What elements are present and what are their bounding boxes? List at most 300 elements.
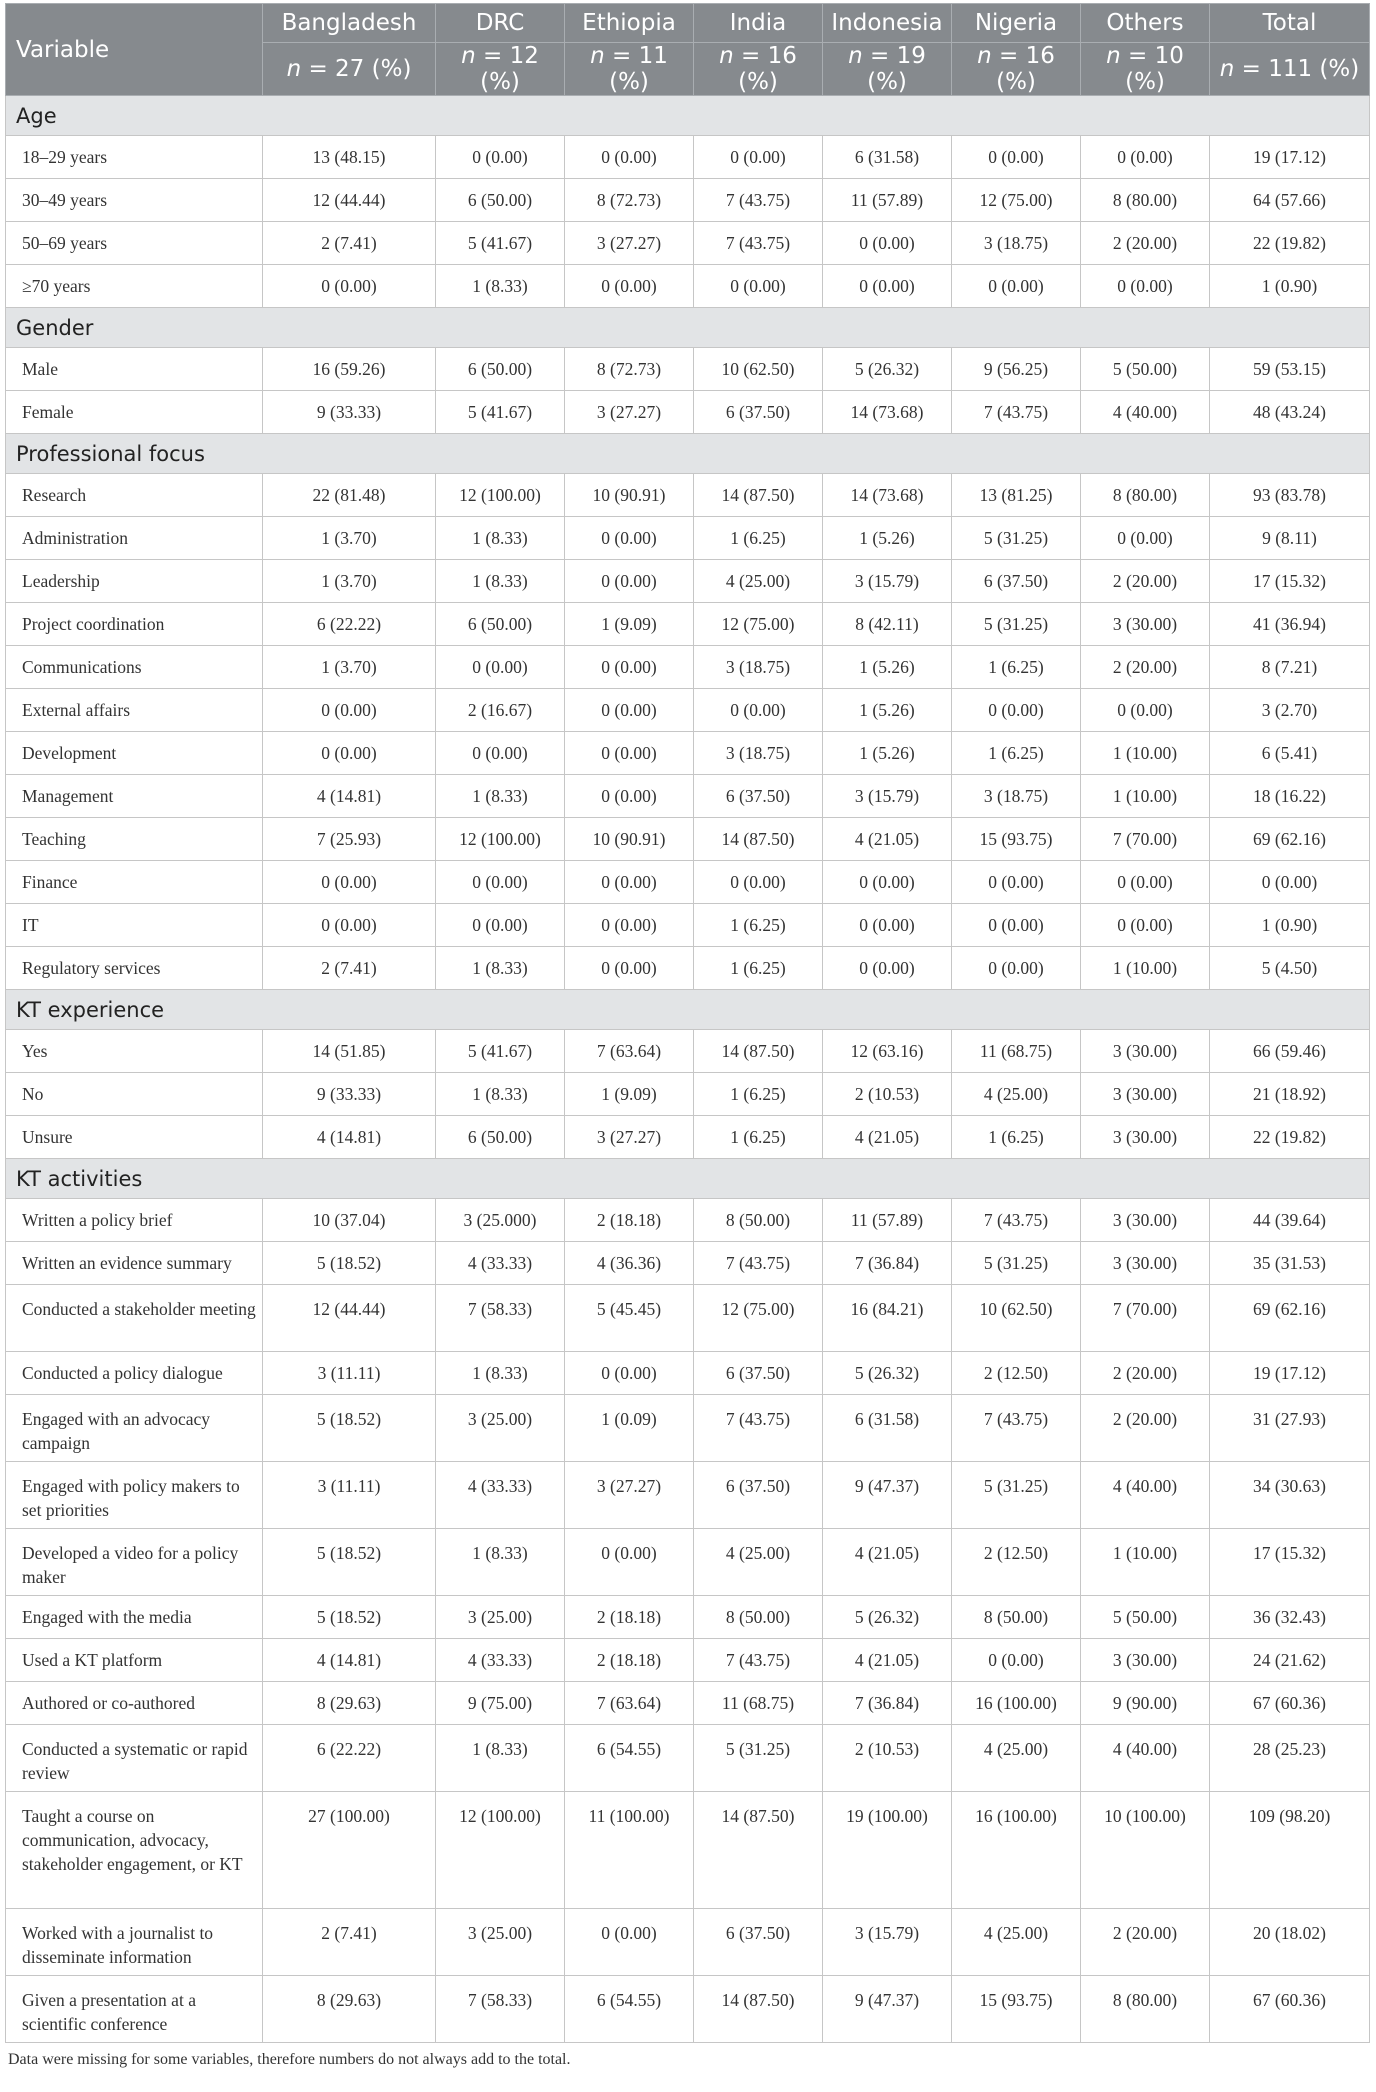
header-row — [6, 4, 1370, 43]
cell-value: 6 (22.22) — [263, 603, 436, 646]
cell-value: 15 (93.75) — [952, 818, 1081, 861]
cell-value: 4 (33.33) — [436, 1462, 565, 1529]
cell-value: 8 (50.00) — [952, 1596, 1081, 1639]
cell-value: 4 (25.00) — [952, 1909, 1081, 1976]
cell-value: 0 (0.00) — [1081, 861, 1210, 904]
cell-value: 21 (18.92) — [1210, 1073, 1370, 1116]
cell-value: 3 (18.75) — [952, 222, 1081, 265]
cell-value: 4 (14.81) — [263, 775, 436, 818]
cell-value: 6 (22.22) — [263, 1725, 436, 1792]
cell-value: 7 (43.75) — [694, 179, 823, 222]
cell-value: 1 (8.33) — [436, 517, 565, 560]
cell-value: 17 (15.32) — [1210, 560, 1370, 603]
cell-value: 0 (0.00) — [952, 265, 1081, 308]
section-row — [6, 1159, 1370, 1199]
table-header — [6, 4, 1370, 96]
cell-value: 4 (25.00) — [952, 1073, 1081, 1116]
cell-value: 14 (87.50) — [694, 1976, 823, 2043]
header-nigeria: Nigeria — [952, 4, 1081, 43]
cell-value: 67 (60.36) — [1210, 1976, 1370, 2043]
cell-value: 4 (40.00) — [1081, 1725, 1210, 1792]
cell-value: 14 (73.68) — [823, 474, 952, 517]
cell-value: 19 (100.00) — [823, 1792, 952, 1909]
cell-value: 36 (32.43) — [1210, 1596, 1370, 1639]
cell-value: 7 (63.64) — [565, 1682, 694, 1725]
cell-value: 1 (6.25) — [694, 904, 823, 947]
cell-value: 11 (57.89) — [823, 1199, 952, 1242]
cell-value: 6 (5.41) — [1210, 732, 1370, 775]
cell-value: 7 (58.33) — [436, 1976, 565, 2043]
table-row — [6, 1030, 1370, 1073]
header-indonesia: Indonesia — [823, 4, 952, 43]
table-row — [6, 1395, 1370, 1462]
cell-value: 9 (8.11) — [1210, 517, 1370, 560]
row-label: Worked with a journalist to disseminate information — [6, 1909, 263, 1976]
cell-value: 2 (20.00) — [1081, 1395, 1210, 1462]
cell-value: 7 (43.75) — [952, 1199, 1081, 1242]
cell-value: 0 (0.00) — [436, 904, 565, 947]
cell-value: 13 (81.25) — [952, 474, 1081, 517]
cell-value: 12 (63.16) — [823, 1030, 952, 1073]
table-row — [6, 1792, 1370, 1909]
cell-value: 12 (75.00) — [952, 179, 1081, 222]
header-others: Others — [1081, 4, 1210, 43]
cell-value: 9 (33.33) — [263, 1073, 436, 1116]
cell-value: 2 (10.53) — [823, 1725, 952, 1792]
header-n-cell — [436, 43, 565, 96]
cell-value: 4 (14.81) — [263, 1116, 436, 1159]
cell-value: 6 (50.00) — [436, 1116, 565, 1159]
cell-value: 2 (7.41) — [263, 947, 436, 990]
cell-value: 3 (27.27) — [565, 1116, 694, 1159]
section-title: Gender — [6, 308, 1370, 348]
n-value: = 11 (%) — [609, 43, 668, 95]
cell-value: 5 (41.67) — [436, 1030, 565, 1073]
n-value: = 16 (%) — [738, 43, 797, 95]
cell-value: 16 (100.00) — [952, 1682, 1081, 1725]
cell-value: 44 (39.64) — [1210, 1199, 1370, 1242]
cell-value: 3 (15.79) — [823, 1909, 952, 1976]
cell-value: 6 (37.50) — [694, 1352, 823, 1395]
cell-value: 6 (37.50) — [694, 391, 823, 434]
cell-value: 0 (0.00) — [263, 904, 436, 947]
cell-value: 31 (27.93) — [1210, 1395, 1370, 1462]
section-title: KT experience — [6, 990, 1370, 1030]
header-total: Total — [1210, 4, 1370, 43]
section-row — [6, 96, 1370, 136]
row-label: IT — [6, 904, 263, 947]
cell-value: 5 (18.52) — [263, 1529, 436, 1596]
section-row — [6, 434, 1370, 474]
cell-value: 6 (50.00) — [436, 348, 565, 391]
table-row — [6, 1462, 1370, 1529]
cell-value: 35 (31.53) — [1210, 1242, 1370, 1285]
cell-value: 5 (18.52) — [263, 1242, 436, 1285]
n-value: = 10 (%) — [1125, 43, 1184, 95]
cell-value: 59 (53.15) — [1210, 348, 1370, 391]
cell-value: 5 (31.25) — [952, 1462, 1081, 1529]
table-row — [6, 861, 1370, 904]
table-row — [6, 904, 1370, 947]
cell-value: 0 (0.00) — [436, 732, 565, 775]
cell-value: 1 (0.90) — [1210, 904, 1370, 947]
cell-value: 4 (40.00) — [1081, 1462, 1210, 1529]
cell-value: 3 (30.00) — [1081, 1073, 1210, 1116]
row-label: Conducted a policy dialogue — [6, 1352, 263, 1395]
table-row — [6, 1242, 1370, 1285]
cell-value: 8 (50.00) — [694, 1199, 823, 1242]
cell-value: 5 (26.32) — [823, 1352, 952, 1395]
cell-value: 0 (0.00) — [263, 861, 436, 904]
cell-value: 0 (0.00) — [565, 136, 694, 179]
table-row — [6, 1909, 1370, 1976]
cell-value: 11 (57.89) — [823, 179, 952, 222]
cell-value: 1 (5.26) — [823, 732, 952, 775]
row-label: Engaged with an advocacy campaign — [6, 1395, 263, 1462]
cell-value: 6 (37.50) — [694, 1462, 823, 1529]
cell-value: 3 (11.11) — [263, 1462, 436, 1529]
table-row — [6, 136, 1370, 179]
table-row — [6, 222, 1370, 265]
row-label: Research — [6, 474, 263, 517]
row-label: Yes — [6, 1030, 263, 1073]
cell-value: 2 (7.41) — [263, 222, 436, 265]
cell-value: 0 (0.00) — [1210, 861, 1370, 904]
row-label: Finance — [6, 861, 263, 904]
cell-value: 8 (29.63) — [263, 1976, 436, 2043]
table-row — [6, 1725, 1370, 1792]
cell-value: 69 (62.16) — [1210, 1285, 1370, 1352]
cell-value: 0 (0.00) — [952, 904, 1081, 947]
row-label: No — [6, 1073, 263, 1116]
row-label: Management — [6, 775, 263, 818]
cell-value: 1 (6.25) — [694, 1116, 823, 1159]
cell-value: 5 (41.67) — [436, 391, 565, 434]
cell-value: 1 (9.09) — [565, 603, 694, 646]
cell-value: 4 (21.05) — [823, 1116, 952, 1159]
cell-value: 0 (0.00) — [952, 947, 1081, 990]
cell-value: 0 (0.00) — [694, 689, 823, 732]
cell-value: 0 (0.00) — [823, 861, 952, 904]
cell-value: 2 (10.53) — [823, 1073, 952, 1116]
cell-value: 5 (31.25) — [694, 1725, 823, 1792]
cell-value: 0 (0.00) — [952, 689, 1081, 732]
row-label: Conducted a systematic or rapid review — [6, 1725, 263, 1792]
cell-value: 6 (31.58) — [823, 136, 952, 179]
cell-value: 0 (0.00) — [565, 775, 694, 818]
cell-value: 7 (25.93) — [263, 818, 436, 861]
row-label: Engaged with the media — [6, 1596, 263, 1639]
table-row — [6, 1352, 1370, 1395]
cell-value: 3 (27.27) — [565, 222, 694, 265]
cell-value: 10 (90.91) — [565, 474, 694, 517]
cell-value: 48 (43.24) — [1210, 391, 1370, 434]
cell-value: 1 (6.25) — [952, 1116, 1081, 1159]
row-label: Conducted a stakeholder meeting — [6, 1285, 263, 1352]
n-symbol: n — [848, 43, 863, 69]
cell-value: 3 (11.11) — [263, 1352, 436, 1395]
cell-value: 0 (0.00) — [436, 136, 565, 179]
cell-value: 2 (18.18) — [565, 1199, 694, 1242]
cell-value: 3 (25.00) — [436, 1395, 565, 1462]
row-label: Development — [6, 732, 263, 775]
cell-value: 67 (60.36) — [1210, 1682, 1370, 1725]
table-row — [6, 474, 1370, 517]
cell-value: 3 (30.00) — [1081, 1242, 1210, 1285]
cell-value: 7 (43.75) — [694, 1242, 823, 1285]
cell-value: 1 (8.33) — [436, 265, 565, 308]
table-body — [6, 96, 1370, 2043]
cell-value: 8 (42.11) — [823, 603, 952, 646]
row-label: Given a presentation at a scientific conference — [6, 1976, 263, 2043]
cell-value: 4 (21.05) — [823, 1529, 952, 1596]
cell-value: 12 (100.00) — [436, 1792, 565, 1909]
cell-value: 17 (15.32) — [1210, 1529, 1370, 1596]
table-row — [6, 391, 1370, 434]
cell-value: 4 (25.00) — [694, 1529, 823, 1596]
cell-value: 8 (29.63) — [263, 1682, 436, 1725]
cell-value: 5 (18.52) — [263, 1395, 436, 1462]
cell-value: 1 (8.33) — [436, 775, 565, 818]
cell-value: 0 (0.00) — [952, 1639, 1081, 1682]
cell-value: 1 (8.33) — [436, 1529, 565, 1596]
cell-value: 0 (0.00) — [823, 222, 952, 265]
table-row — [6, 689, 1370, 732]
cell-value: 12 (44.44) — [263, 1285, 436, 1352]
row-label: Written a policy brief — [6, 1199, 263, 1242]
cell-value: 5 (31.25) — [952, 517, 1081, 560]
table-footnote: Data were missing for some variables, therefore numbers do not always add to the total. — [8, 2051, 571, 2068]
cell-value: 0 (0.00) — [565, 904, 694, 947]
cell-value: 1 (9.09) — [565, 1073, 694, 1116]
cell-value: 6 (37.50) — [952, 560, 1081, 603]
cell-value: 8 (80.00) — [1081, 179, 1210, 222]
header-india: India — [694, 4, 823, 43]
cell-value: 0 (0.00) — [565, 1909, 694, 1976]
row-label: Taught a course on communication, advocacy, stakeholder engagement, or KT — [6, 1792, 263, 1909]
row-label: 50–69 years — [6, 222, 263, 265]
table-row — [6, 560, 1370, 603]
cell-value: 3 (30.00) — [1081, 1639, 1210, 1682]
row-label: Female — [6, 391, 263, 434]
cell-value: 93 (83.78) — [1210, 474, 1370, 517]
cell-value: 66 (59.46) — [1210, 1030, 1370, 1073]
cell-value: 5 (45.45) — [565, 1285, 694, 1352]
cell-value: 1 (10.00) — [1081, 947, 1210, 990]
n-value: = 19 (%) — [867, 43, 926, 95]
n-value: = 111 (%) — [1241, 56, 1360, 82]
cell-value: 14 (87.50) — [694, 474, 823, 517]
cell-value: 3 (30.00) — [1081, 1199, 1210, 1242]
cell-value: 0 (0.00) — [565, 1352, 694, 1395]
cell-value: 4 (40.00) — [1081, 391, 1210, 434]
cell-value: 34 (30.63) — [1210, 1462, 1370, 1529]
cell-value: 0 (0.00) — [1081, 517, 1210, 560]
cell-value: 2 (7.41) — [263, 1909, 436, 1976]
cell-value: 19 (17.12) — [1210, 136, 1370, 179]
cell-value: 1 (6.25) — [694, 517, 823, 560]
cell-value: 2 (18.18) — [565, 1596, 694, 1639]
cell-value: 5 (26.32) — [823, 348, 952, 391]
cell-value: 12 (75.00) — [694, 603, 823, 646]
cell-value: 7 (43.75) — [952, 391, 1081, 434]
n-value: = 16 (%) — [996, 43, 1055, 95]
cell-value: 3 (30.00) — [1081, 1116, 1210, 1159]
table-row — [6, 818, 1370, 861]
table-row — [6, 1073, 1370, 1116]
row-label: Developed a video for a policy maker — [6, 1529, 263, 1596]
header-n-cell — [823, 43, 952, 96]
cell-value: 1 (10.00) — [1081, 775, 1210, 818]
cell-value: 24 (21.62) — [1210, 1639, 1370, 1682]
n-symbol: n — [461, 43, 476, 69]
cell-value: 0 (0.00) — [565, 947, 694, 990]
cell-value: 0 (0.00) — [1081, 136, 1210, 179]
cell-value: 2 (20.00) — [1081, 560, 1210, 603]
cell-value: 7 (43.75) — [694, 222, 823, 265]
cell-value: 6 (54.55) — [565, 1976, 694, 2043]
cell-value: 7 (43.75) — [952, 1395, 1081, 1462]
cell-value: 3 (2.70) — [1210, 689, 1370, 732]
cell-value: 1 (3.70) — [263, 517, 436, 560]
header-n-cell — [565, 43, 694, 96]
row-label: Project coordination — [6, 603, 263, 646]
row-label: 18–29 years — [6, 136, 263, 179]
cell-value: 7 (70.00) — [1081, 818, 1210, 861]
cell-value: 4 (21.05) — [823, 818, 952, 861]
row-label: Leadership — [6, 560, 263, 603]
table-row — [6, 947, 1370, 990]
cell-value: 0 (0.00) — [823, 947, 952, 990]
cell-value: 1 (8.33) — [436, 1725, 565, 1792]
cell-value: 4 (33.33) — [436, 1242, 565, 1285]
cell-value: 2 (12.50) — [952, 1529, 1081, 1596]
cell-value: 5 (50.00) — [1081, 1596, 1210, 1639]
cell-value: 15 (93.75) — [952, 1976, 1081, 2043]
cell-value: 8 (80.00) — [1081, 1976, 1210, 2043]
row-label: Used a KT platform — [6, 1639, 263, 1682]
cell-value: 1 (8.33) — [436, 1352, 565, 1395]
header-n-cell — [952, 43, 1081, 96]
cell-value: 6 (50.00) — [436, 603, 565, 646]
table-row — [6, 1285, 1370, 1352]
header-n-cell — [263, 43, 436, 96]
header-n-cell — [694, 43, 823, 96]
cell-value: 1 (8.33) — [436, 947, 565, 990]
cell-value: 16 (100.00) — [952, 1792, 1081, 1909]
cell-value: 0 (0.00) — [565, 560, 694, 603]
cell-value: 0 (0.00) — [694, 265, 823, 308]
cell-value: 3 (25.00) — [436, 1596, 565, 1639]
table-row — [6, 732, 1370, 775]
row-label: ≥70 years — [6, 265, 263, 308]
cell-value: 14 (87.50) — [694, 1792, 823, 1909]
cell-value: 0 (0.00) — [263, 732, 436, 775]
cell-value: 19 (17.12) — [1210, 1352, 1370, 1395]
cell-value: 0 (0.00) — [436, 861, 565, 904]
cell-value: 64 (57.66) — [1210, 179, 1370, 222]
cell-value: 14 (87.50) — [694, 818, 823, 861]
row-label: Unsure — [6, 1116, 263, 1159]
cell-value: 109 (98.20) — [1210, 1792, 1370, 1909]
cell-value: 3 (25.00) — [436, 1909, 565, 1976]
cell-value: 10 (37.04) — [263, 1199, 436, 1242]
cell-value: 4 (36.36) — [565, 1242, 694, 1285]
cell-value: 0 (0.00) — [263, 265, 436, 308]
cell-value: 16 (84.21) — [823, 1285, 952, 1352]
table-row — [6, 1596, 1370, 1639]
cell-value: 9 (47.37) — [823, 1976, 952, 2043]
cell-value: 4 (33.33) — [436, 1639, 565, 1682]
header-n-cell — [1081, 43, 1210, 96]
cell-value: 13 (48.15) — [263, 136, 436, 179]
cell-value: 1 (10.00) — [1081, 1529, 1210, 1596]
cell-value: 22 (81.48) — [263, 474, 436, 517]
cell-value: 41 (36.94) — [1210, 603, 1370, 646]
cell-value: 2 (18.18) — [565, 1639, 694, 1682]
cell-value: 1 (8.33) — [436, 1073, 565, 1116]
cell-value: 1 (6.25) — [952, 732, 1081, 775]
n-symbol: n — [977, 43, 992, 69]
header-drc: DRC — [436, 4, 565, 43]
row-label: Written an evidence summary — [6, 1242, 263, 1285]
cell-value: 11 (68.75) — [952, 1030, 1081, 1073]
header-ethiopia: Ethiopia — [565, 4, 694, 43]
section-title: Age — [6, 96, 1370, 136]
cell-value: 1 (0.09) — [565, 1395, 694, 1462]
cell-value: 10 (100.00) — [1081, 1792, 1210, 1909]
cell-value: 1 (0.90) — [1210, 265, 1370, 308]
cell-value: 22 (19.82) — [1210, 222, 1370, 265]
row-label: External affairs — [6, 689, 263, 732]
row-label: Engaged with policy makers to set priorities — [6, 1462, 263, 1529]
cell-value: 2 (20.00) — [1081, 646, 1210, 689]
cell-value: 0 (0.00) — [565, 517, 694, 560]
cell-value: 14 (51.85) — [263, 1030, 436, 1073]
cell-value: 4 (25.00) — [694, 560, 823, 603]
cell-value: 9 (90.00) — [1081, 1682, 1210, 1725]
n-symbol: n — [590, 43, 605, 69]
cell-value: 7 (43.75) — [694, 1395, 823, 1462]
section-row — [6, 990, 1370, 1030]
table-row — [6, 603, 1370, 646]
row-label: Administration — [6, 517, 263, 560]
header-bangladesh: Bangladesh — [263, 4, 436, 43]
cell-value: 0 (0.00) — [565, 646, 694, 689]
cell-value: 9 (47.37) — [823, 1462, 952, 1529]
cell-value: 27 (100.00) — [263, 1792, 436, 1909]
cell-value: 5 (41.67) — [436, 222, 565, 265]
table-row — [6, 179, 1370, 222]
cell-value: 10 (62.50) — [694, 348, 823, 391]
table-row — [6, 646, 1370, 689]
table-row — [6, 1199, 1370, 1242]
cell-value: 7 (70.00) — [1081, 1285, 1210, 1352]
cell-value: 3 (15.79) — [823, 775, 952, 818]
cell-value: 8 (72.73) — [565, 348, 694, 391]
row-label: Regulatory services — [6, 947, 263, 990]
cell-value: 1 (5.26) — [823, 689, 952, 732]
cell-value: 12 (75.00) — [694, 1285, 823, 1352]
cell-value: 4 (14.81) — [263, 1639, 436, 1682]
cell-value: 3 (18.75) — [694, 646, 823, 689]
cell-value: 4 (21.05) — [823, 1639, 952, 1682]
cell-value: 5 (31.25) — [952, 1242, 1081, 1285]
cell-value: 7 (63.64) — [565, 1030, 694, 1073]
n-symbol: n — [719, 43, 734, 69]
cell-value: 2 (12.50) — [952, 1352, 1081, 1395]
cell-value: 9 (33.33) — [263, 391, 436, 434]
